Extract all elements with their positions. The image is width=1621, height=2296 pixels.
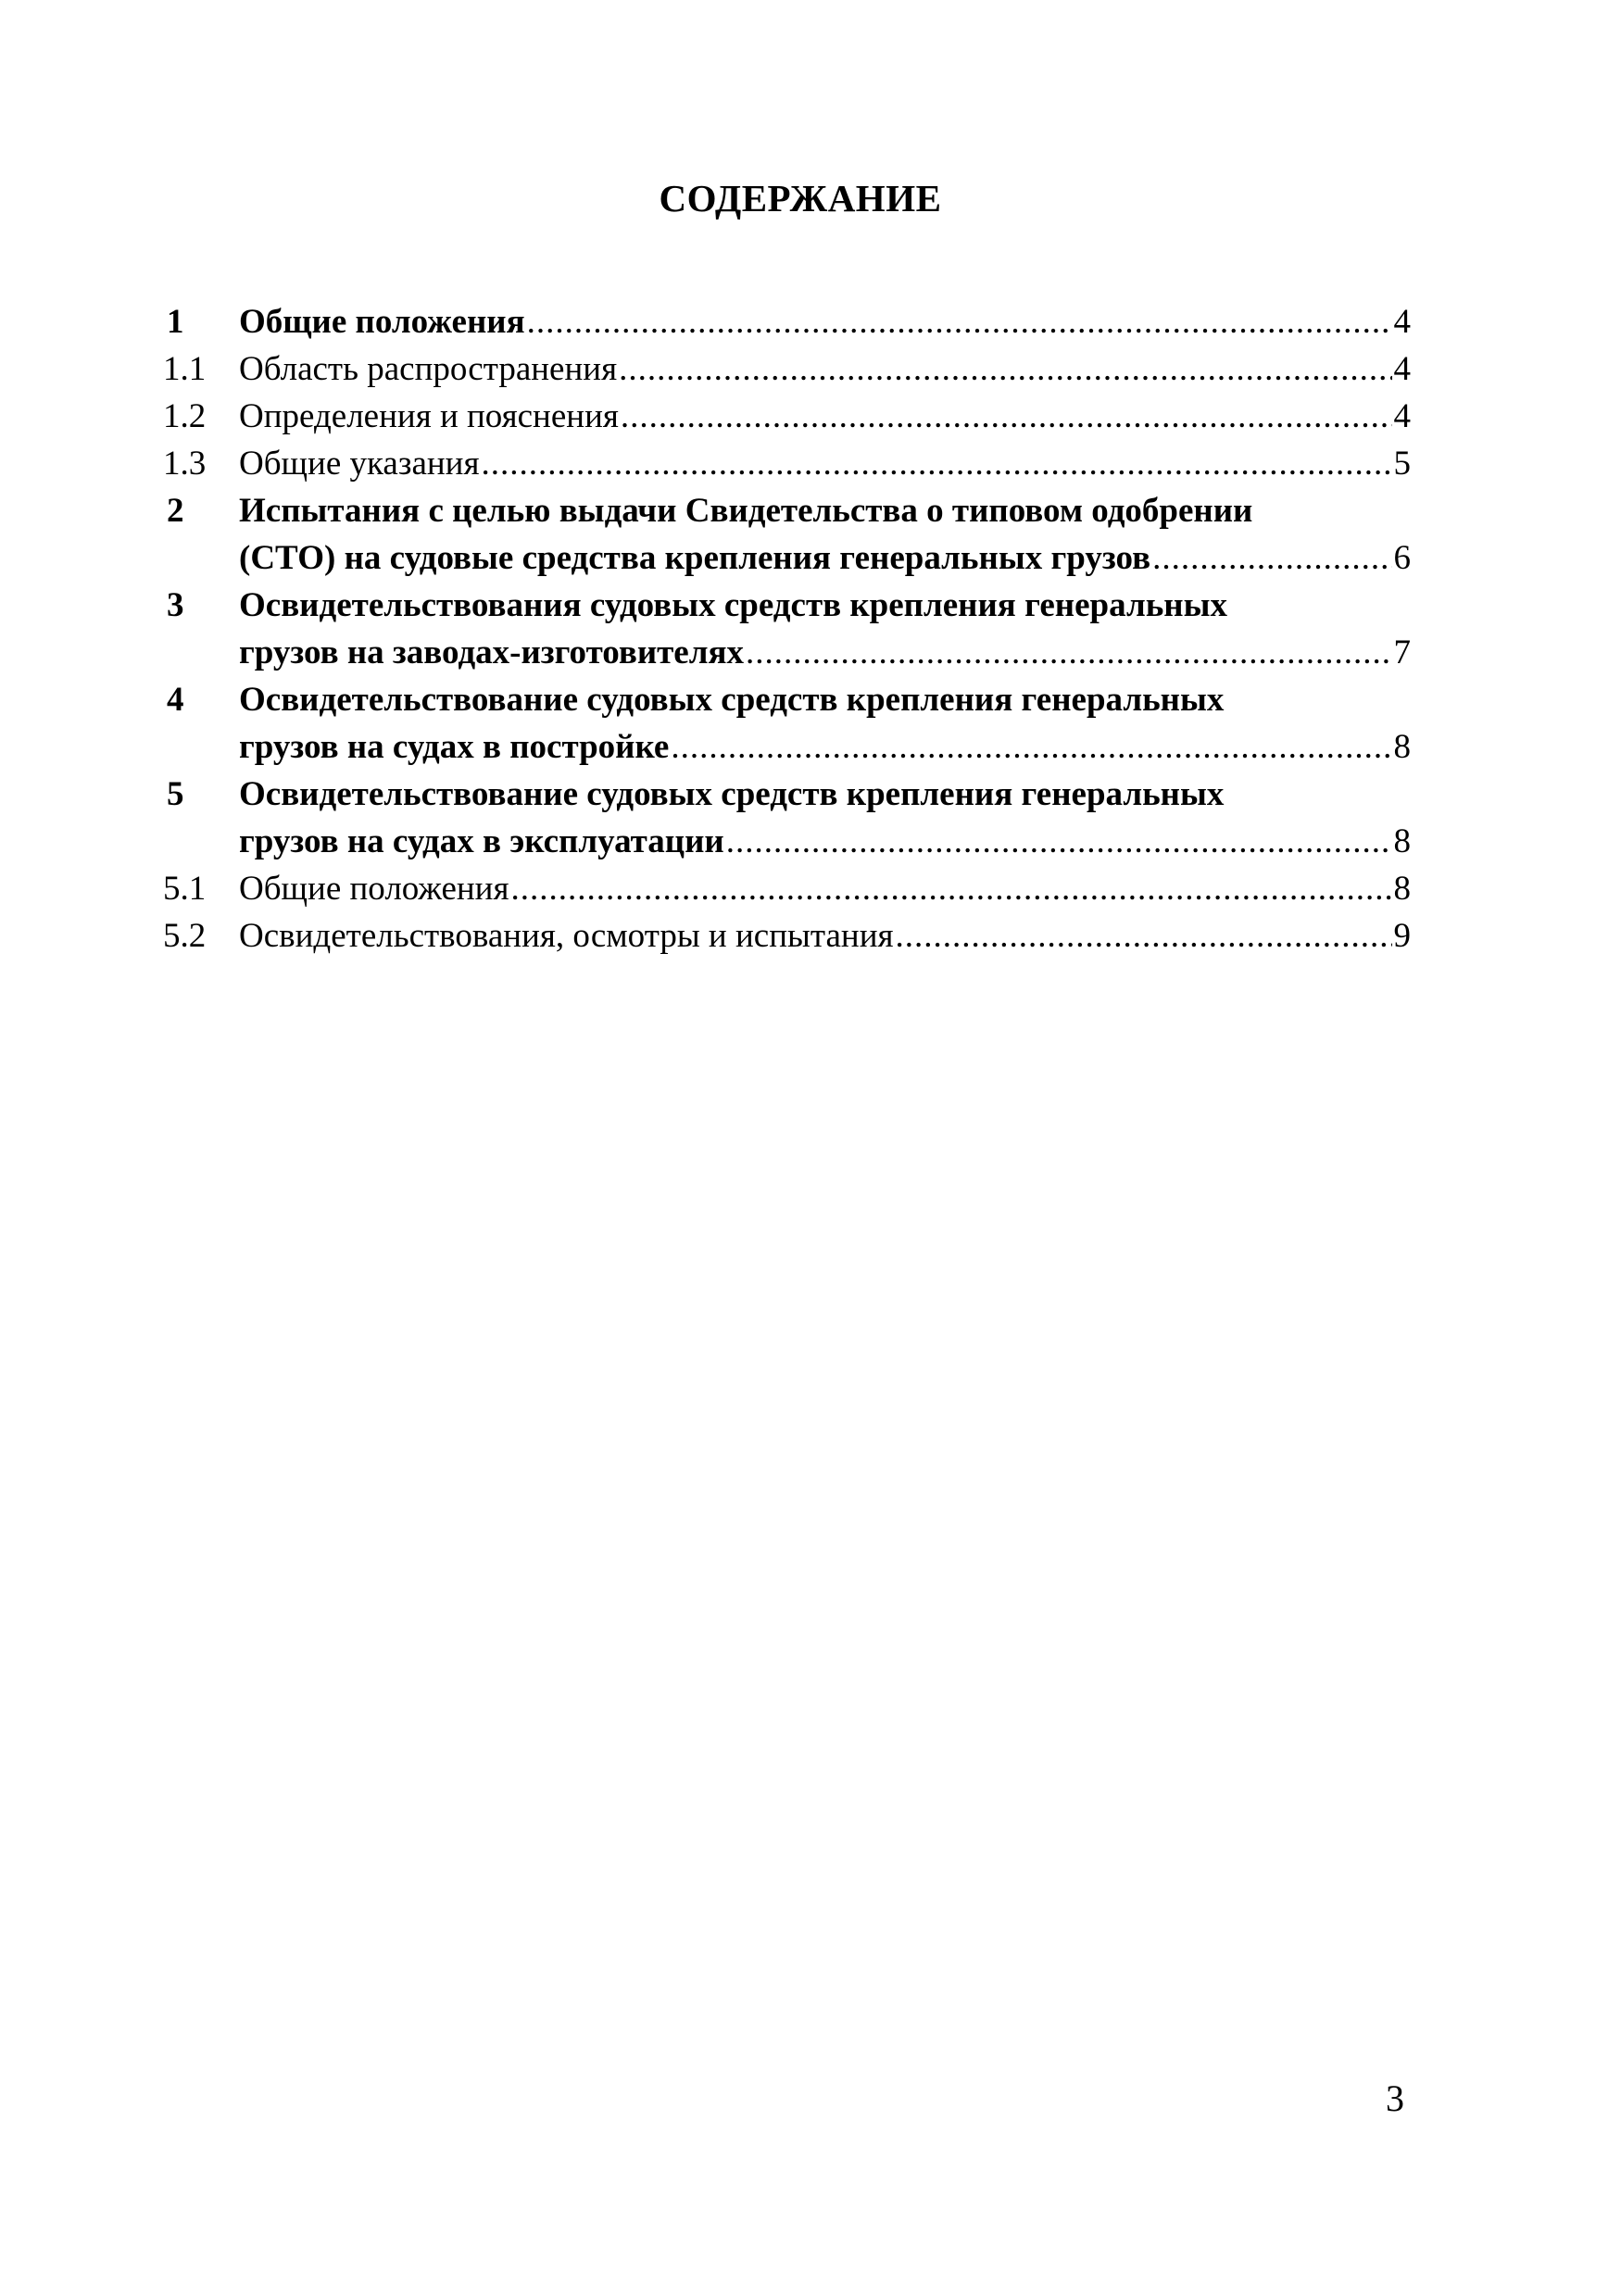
- toc-line: [163, 818, 1411, 865]
- toc-text-area: [239, 771, 1411, 818]
- toc-text-area: [239, 534, 1411, 582]
- toc-entry-title: грузов на судах в эксплуатации: [239, 822, 724, 860]
- toc-page-number: 8: [1393, 728, 1411, 766]
- toc-entry-number: 5: [167, 775, 184, 813]
- toc-entry-title: Общие положения: [239, 303, 525, 341]
- dot-leader: [482, 440, 1392, 487]
- dot-leader: [527, 298, 1392, 345]
- toc-line: [163, 393, 1411, 440]
- toc-page-number: 8: [1393, 870, 1411, 908]
- toc-entry-title: Общие положения: [239, 870, 509, 908]
- toc-page-number: 5: [1393, 445, 1411, 483]
- dot-leader: [510, 865, 1391, 912]
- dot-leader: [621, 393, 1392, 440]
- toc-entry[interactable]: [163, 912, 1411, 960]
- toc-entry-title: Общие указания: [239, 445, 480, 483]
- toc-entry[interactable]: [163, 487, 1411, 582]
- toc-entry-title: Область распространения: [239, 350, 618, 388]
- dot-leader: [746, 629, 1391, 676]
- toc-entry-number: 1.2: [163, 397, 207, 435]
- toc-line: [163, 771, 1411, 818]
- toc-entry-title: грузов на судах в постройке: [239, 728, 670, 766]
- toc-line: [163, 345, 1411, 393]
- toc-line: [163, 912, 1411, 960]
- toc-line: [163, 582, 1411, 629]
- dot-leader: [896, 912, 1392, 960]
- toc-text-area: [239, 629, 1411, 676]
- toc-entry[interactable]: [163, 345, 1411, 393]
- toc-text-area: [239, 345, 1411, 393]
- toc-entry-title: Определения и пояснения: [239, 397, 619, 435]
- toc-text-area: [239, 440, 1411, 487]
- toc-text-area: [239, 723, 1411, 771]
- toc-entry-number: 5.2: [163, 917, 207, 955]
- toc-entry-title: грузов на заводах-изготовителях: [239, 634, 745, 671]
- dot-leader: [1152, 534, 1391, 582]
- toc-entry-title: Освидетельствования судовых средств крепления генеральных: [239, 586, 1227, 624]
- toc-entry-title: Освидетельствование судовых средств крепления генеральных: [239, 775, 1225, 813]
- toc-page-number: 4: [1393, 350, 1411, 388]
- toc-entry[interactable]: [163, 676, 1411, 771]
- toc-page-number: 4: [1393, 303, 1411, 341]
- table-of-contents: [163, 298, 1411, 960]
- toc-entry-number: 1.1: [163, 350, 207, 388]
- toc-entry-number: 3: [167, 586, 184, 624]
- toc-text-area: [239, 298, 1411, 345]
- toc-text-area: [239, 393, 1411, 440]
- toc-page-number: 8: [1393, 822, 1411, 860]
- toc-entry-number: 4: [167, 681, 184, 719]
- toc-entry-number: 1.3: [163, 445, 207, 483]
- toc-text-area: [239, 818, 1411, 865]
- toc-entry[interactable]: [163, 393, 1411, 440]
- toc-entry[interactable]: [163, 298, 1411, 345]
- toc-page-number: 4: [1393, 397, 1411, 435]
- toc-entry-title: Испытания с целью выдачи Свидетельства о типовом одобрении: [239, 492, 1253, 530]
- toc-line: [163, 865, 1411, 912]
- toc-entry[interactable]: [163, 865, 1411, 912]
- toc-entry[interactable]: [163, 440, 1411, 487]
- toc-entry-title: (СТО) на судовые средства крепления генеральных грузов: [239, 539, 1151, 577]
- toc-entry-title: Освидетельствование судовых средств крепления генеральных: [239, 681, 1225, 719]
- dot-leader: [671, 723, 1391, 771]
- page-number: 3: [1386, 2077, 1404, 2119]
- toc-entry-title: Освидетельствования, осмотры и испытания: [239, 917, 894, 955]
- toc-text-area: [239, 912, 1411, 960]
- toc-entry-number: 5.1: [163, 870, 207, 908]
- toc-line: [163, 723, 1411, 771]
- toc-text-area: [239, 676, 1411, 723]
- dot-leader: [619, 345, 1391, 393]
- toc-page-number: 9: [1393, 917, 1411, 955]
- toc-entry-number: 2: [167, 492, 184, 530]
- toc-line: [163, 676, 1411, 723]
- toc-text-area: [239, 487, 1411, 534]
- dot-leader: [726, 818, 1392, 865]
- toc-entry[interactable]: [163, 582, 1411, 676]
- toc-line: [163, 487, 1411, 534]
- page-title: СОДЕРЖАНИЕ: [659, 177, 942, 220]
- toc-text-area: [239, 582, 1411, 629]
- toc-entry-number: 1: [167, 303, 184, 341]
- toc-line: [163, 534, 1411, 582]
- toc-text-area: [239, 865, 1411, 912]
- toc-line: [163, 440, 1411, 487]
- toc-line: [163, 629, 1411, 676]
- toc-page-number: 6: [1393, 539, 1411, 577]
- toc-line: [163, 298, 1411, 345]
- toc-page-number: 7: [1393, 634, 1411, 671]
- toc-entry[interactable]: [163, 771, 1411, 865]
